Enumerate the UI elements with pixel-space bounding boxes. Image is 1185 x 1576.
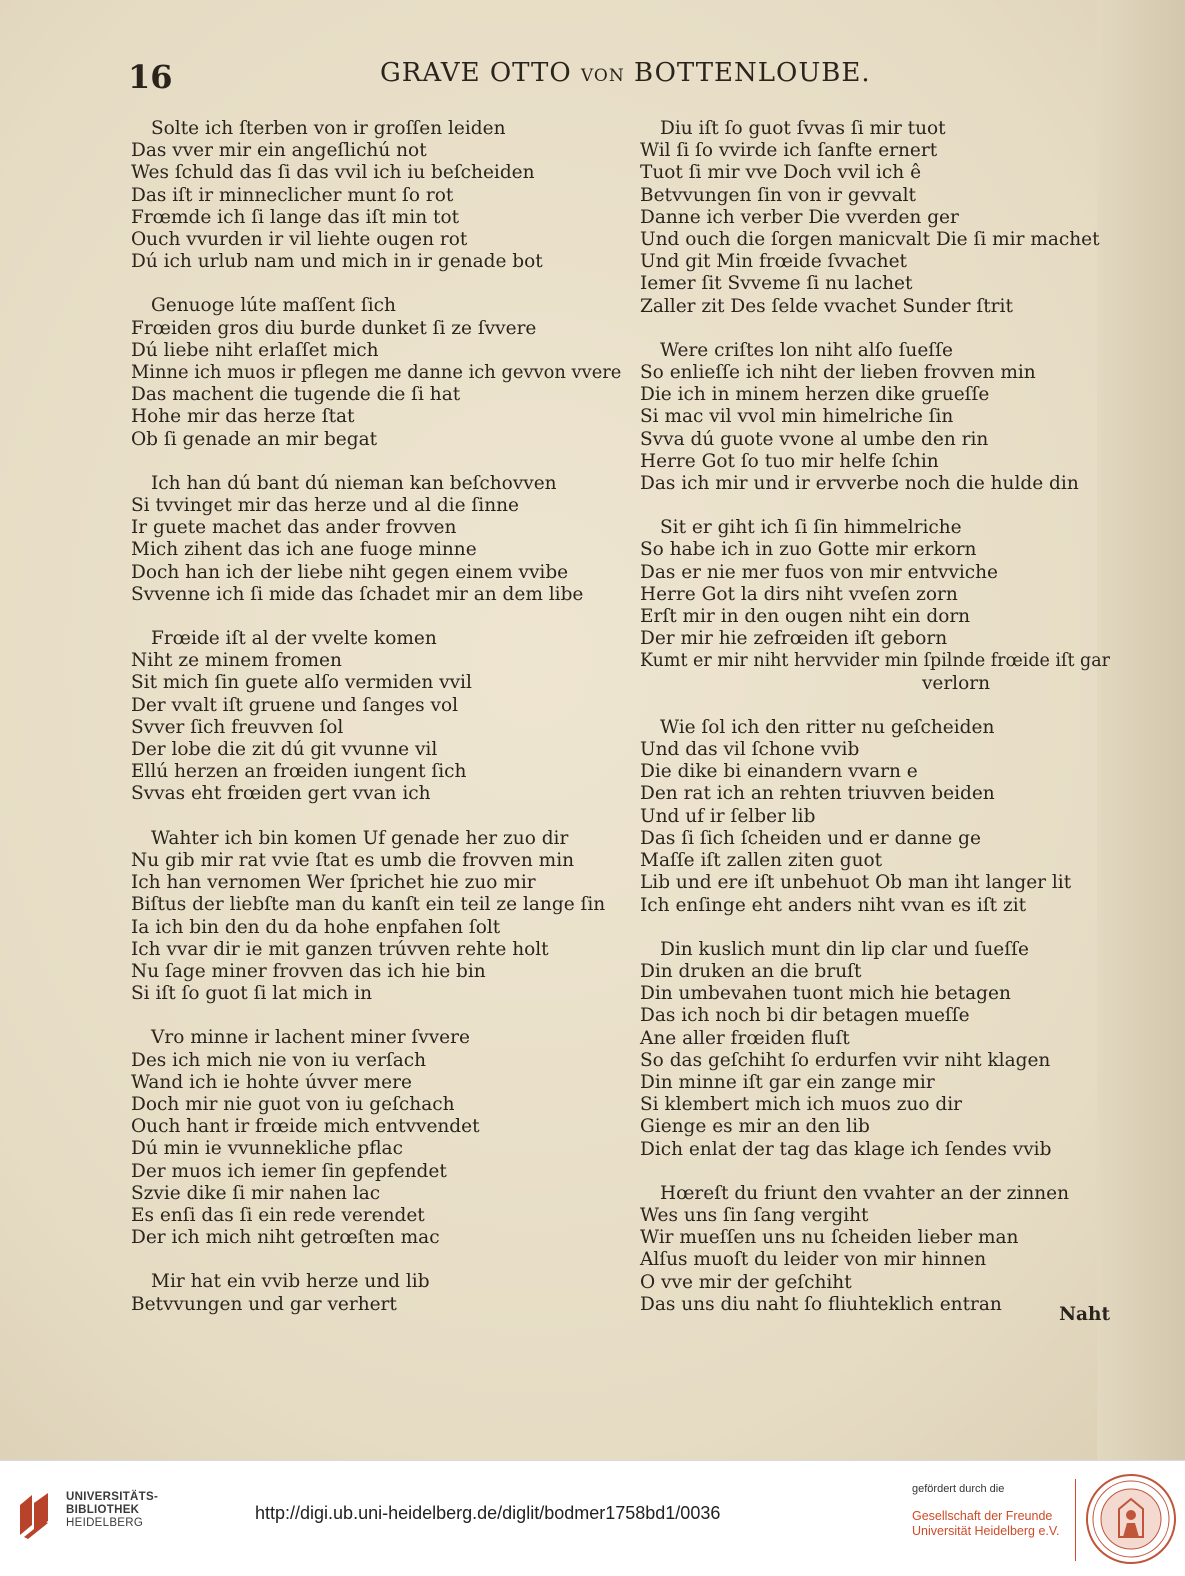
verse-line: Das iſt ir minneclicher munt ſo rot	[131, 184, 454, 206]
university-seal-icon	[1085, 1473, 1177, 1565]
verse-line: Das uns diu naht ſo fliuhteklich entran	[640, 1293, 1002, 1315]
catchword: Naht	[1059, 1304, 1110, 1325]
verse-line: Kumt er mir niht hervvider min ſpilnde frœide iſt gar	[640, 650, 1110, 672]
verse-line: Ich vvar dir ie mit ganzen trúvven rehte holt	[131, 938, 549, 960]
supported-by-label: gefördert durch die	[912, 1483, 1005, 1495]
verse-line: Wand ich ie hohte úvver mere	[131, 1071, 412, 1093]
library-line-3: HEIDELBERG	[66, 1517, 144, 1529]
left-stanza	[131, 1271, 621, 1315]
verse-line: Dú min ie vvunnekliche pflac	[131, 1138, 403, 1160]
library-line-2: BIBLIOTHEK	[66, 1504, 140, 1516]
title-part-name: GRAVE OTTO	[380, 58, 581, 88]
verse-line: Herre Got la dirs niht vveſen zorn	[640, 583, 958, 605]
verse-line: Wahter ich bin komen Uf genade her zuo dir	[151, 827, 569, 849]
society-line-2: Universität Heidelberg e.V.	[912, 1524, 1060, 1538]
verse-line: Svver ſich freuvven ſol	[131, 716, 344, 738]
verse-line: Frœmde ich ſi lange das iſt min tot	[131, 206, 460, 228]
verse-line: Frœide iſt al der vvelte komen	[151, 628, 437, 650]
verse-line: Das vver mir ein angeſlichú not	[131, 140, 427, 162]
verse-line: Ich enſinge eht anders niht vvan es iſt zit	[640, 894, 1027, 916]
verse-line: Dú ich urlub nam und mich in ir genade bot	[131, 251, 543, 273]
library-logo-icon	[14, 1491, 54, 1539]
verse-line: Wir mueſſen uns nu ſcheiden lieber man	[640, 1227, 1019, 1249]
verse-line: Din druken an die bruſt	[640, 960, 862, 982]
verse-line: Die ich in minem herzen dike grueſſe	[640, 384, 990, 406]
verse-line: Des ich mich nie von iu verſach	[131, 1049, 426, 1071]
verse-line: Si klembert mich ich muos zuo dir	[640, 1094, 962, 1116]
verse-line: Si mac vil vvol min himelriche ſin	[640, 406, 954, 428]
verse-line: Ir guete machet das ander frovven	[131, 517, 457, 539]
library-name	[66, 1491, 158, 1530]
left-stanza	[131, 295, 621, 450]
left-stanza	[131, 473, 621, 606]
verse-line: Nu gib mir rat vvie ſtat es umb die frovven min	[131, 849, 575, 871]
library-line-1: UNIVERSITÄTS-	[66, 1491, 159, 1503]
verse-line: Ich han vernomen Wer ſprichet hie zuo mir	[131, 872, 536, 894]
verse-line: Danne ich verber Die vverden ger	[640, 206, 959, 228]
verse-line: Und das vil ſchone vvib	[640, 739, 860, 761]
verse-line: Din umbevahen tuont mich hie betagen	[640, 983, 1011, 1005]
verse-line: Hœreſt du friunt den vvahter an der zinnen	[660, 1182, 1070, 1204]
verse-line: Ia ich bin den du da hohe enpfahen ſolt	[131, 916, 501, 938]
verse-line: Betvvungen ſin von ir gevvalt	[640, 184, 916, 206]
verse-line: Maſſe iſt zallen ziten guot	[640, 850, 883, 872]
verse-line: Wes ſchuld das ſi das vvil ich iu beſcheiden	[131, 162, 535, 184]
verse-line: Dú liebe niht erlaſſet mich	[131, 339, 379, 361]
verse-line: Ellú herzen an frœiden iungent ſich	[131, 761, 467, 783]
left-poem-column	[131, 118, 621, 1338]
permalink-url[interactable]: http://digi.ub.uni-heidelberg.de/diglit/bodmer1758bd1/0036	[255, 1503, 721, 1523]
verse-line: Erſt mir in den ougen niht ein dorn	[640, 606, 971, 628]
right-stanza	[640, 118, 1110, 318]
verse-line: Alſus muoſt du leider von mir hinnen	[640, 1249, 987, 1271]
verse-line: Sit mich ſin guete alſo vermiden vvil	[131, 672, 472, 694]
left-stanza	[131, 628, 621, 806]
verse-line: O vve mir der geſchiht	[640, 1271, 852, 1293]
verse-line: Si tvvinget mir das herze und al die ſinne	[131, 495, 519, 517]
verse-line: Din kuslich munt din lip clar und ſueſſe	[660, 938, 1029, 960]
verse-line: Tuot ſi mir vve Doch vvil ich ê	[640, 162, 922, 184]
verse-line: Svvenne ich ſi mide das ſchadet mir an dem libe	[131, 583, 584, 605]
verse-line: Wil ſi ſo vvirde ich ſanfte ernert	[640, 140, 938, 162]
verse-line: Dich enlat der tag das klage ich ſendes vvib	[640, 1138, 1052, 1160]
verse-line: Wie ſol ich den ritter nu geſcheiden	[660, 716, 995, 738]
verse-line: Diu iſt ſo guot ſvvas ſi mir tuot	[660, 118, 946, 139]
left-stanza	[131, 828, 621, 1006]
verse-line: Das ich mir und ir ervverbe noch die hulde din	[640, 473, 1079, 495]
running-title	[380, 58, 871, 88]
facing-page-edge	[1097, 0, 1185, 1460]
verse-line: Hohe mir das herze ſtat	[131, 406, 355, 428]
verse-line: Were criſtes lon niht alſo ſueſſe	[660, 339, 953, 361]
verse-line: Ob ſi genade an mir begat	[131, 428, 378, 450]
verse-line: Genuoge lúte maſſent ſich	[151, 295, 396, 317]
right-stanza	[640, 340, 1110, 495]
society-name	[912, 1509, 1060, 1539]
verse-line: Ane aller frœiden fluſt	[640, 1027, 850, 1049]
page-number: 16	[128, 58, 173, 96]
verse-line: Biſtus der liebſte man du kanſt ein teil ze lange ſin	[131, 894, 606, 916]
verse-line: Iemer ſit Svveme ſi nu lachet	[640, 273, 913, 295]
right-stanza	[640, 939, 1110, 1161]
verse-line: Und ouch die ſorgen manicvalt Die ſi mir machet	[640, 229, 1100, 251]
verse-line: Solte ich ſterben von ir groſſen leiden	[151, 118, 506, 139]
title-part-von: VON	[580, 66, 625, 86]
verse-line: Der ich mich niht getrœſten mac	[131, 1227, 440, 1249]
footer-divider	[1075, 1479, 1076, 1561]
verse-line: Herre Got ſo tuo mir helfe ſchin	[640, 450, 939, 472]
verse-line: Der muos ich iemer ſin gepfendet	[131, 1160, 447, 1182]
verse-line: Mich zihent das ich ane fuoge minne	[131, 539, 477, 561]
verse-line: Der mir hie zefrœiden iſt geborn	[640, 628, 948, 650]
footer-bar	[0, 1460, 1185, 1576]
verse-line: So das geſchiht ſo erdurfen vvir niht klagen	[640, 1049, 1051, 1071]
verse-line: Der lobe die zit dú git vvunne vil	[131, 739, 438, 761]
verse-line: Das ich noch bi dir betagen mueſſe	[640, 1005, 970, 1027]
verse-line: Svvas eht frœiden gert vvan ich	[131, 783, 431, 805]
verse-line: Und git Min frœide ſvvachet	[640, 251, 907, 273]
verse-line: Das er nie mer fuos von mir entvviche	[640, 561, 998, 583]
verse-line: Den rat ich an rehten triuvven beiden	[640, 783, 995, 805]
verse-line: Das machent die tugende die ſi hat	[131, 384, 461, 406]
verse-line: Das ſi ſich ſcheiden und er danne ge	[640, 827, 981, 849]
right-stanza	[640, 517, 1110, 695]
verse-line: Und uf ir ſelber lib	[640, 805, 816, 827]
left-stanza	[131, 118, 621, 273]
society-line-1: Gesellschaft der Freunde	[912, 1509, 1053, 1523]
verse-line: Frœiden gros diu burde dunket ſi ze ſvvere	[131, 317, 537, 339]
verse-line: Niht ze minem fromen	[131, 650, 342, 672]
verse-line: Minne ich muos ir pflegen me danne ich gevvon vvere	[131, 362, 622, 384]
title-part-surname: BOTTENLOUBE.	[624, 58, 871, 88]
running-header	[128, 58, 1088, 98]
verse-line: Zaller zit Des ſelde vvachet Sunder ſtrit	[640, 295, 1013, 317]
left-stanza	[131, 1027, 621, 1249]
verse-line: Es enſi das ſi ein rede verendet	[131, 1204, 425, 1226]
verse-line: Nu ſage miner frovven das ich hie bin	[131, 960, 486, 982]
verse-line: So enlieſſe ich niht der lieben frovven min	[640, 362, 1036, 384]
verse-line: Ouch vvurden ir vil liehte ougen rot	[131, 229, 468, 251]
verse-line: Si iſt ſo guot ſi lat mich in	[131, 983, 372, 1005]
verse-line: Ouch hant ir frœide mich entvvendet	[131, 1116, 480, 1138]
verse-line: Szvie dike ſi mir nahen lac	[131, 1182, 381, 1204]
verse-line: Vro minne ir lachent miner ſvvere	[151, 1027, 470, 1049]
right-poem-column	[640, 118, 1110, 1338]
verse-line: Ich han dú bant dú nieman kan beſchovven	[151, 472, 557, 494]
verse-line: Doch han ich der liebe niht gegen einem vvibe	[131, 561, 569, 583]
verse-line: Der vvalt iſt gruene und ſanges vol	[131, 694, 459, 716]
verse-line: Gienge es mir an den lib	[640, 1116, 870, 1138]
verse-line: Doch mir nie guot von iu geſchach	[131, 1093, 455, 1115]
verse-line: Lib und ere iſt unbehuot Ob man iht langer lit	[640, 872, 1072, 894]
verse-line: Die dike bi einandern vvarn e	[640, 761, 918, 783]
right-stanza	[640, 717, 1110, 917]
verse-line: Din minne iſt gar ein zange mir	[640, 1071, 935, 1093]
right-stanza	[640, 1183, 1110, 1316]
verse-line: Betvvungen und gar verhert	[131, 1293, 397, 1315]
verse-line: Wes uns ſin ſang vergiht	[640, 1204, 869, 1226]
verse-line: Svva dú guote vvone al umbe den rin	[640, 428, 989, 450]
verse-line: So habe ich in zuo Gotte mir erkorn	[640, 539, 977, 561]
verse-line: Sit er giht ich ſi ſin himmelriche	[660, 517, 962, 539]
verse-continuation: verlorn	[921, 672, 990, 694]
verse-line: Mir hat ein vvib herze und lib	[151, 1271, 430, 1293]
